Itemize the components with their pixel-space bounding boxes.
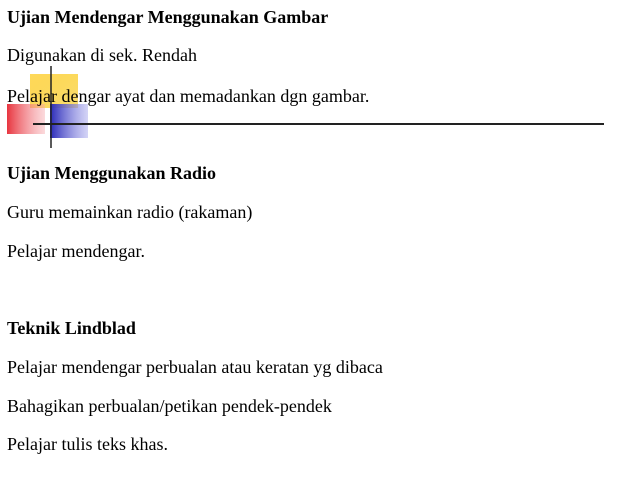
text-line: Pelajar mendengar perbualan atau keratan yg dibaca [7, 357, 383, 377]
section-heading-radio: Ujian Menggunakan Radio [7, 163, 217, 183]
text-line: Bahagikan perbualan/petikan pendek-pendek [7, 396, 332, 416]
text-line: Pelajar mendengar. [7, 241, 145, 261]
section-heading-lindblad: Teknik Lindblad [7, 318, 136, 338]
decor-red-square [7, 104, 45, 134]
text-line: Guru memainkan radio (rakaman) [7, 202, 253, 222]
text-line: Digunakan di sek. Rendah [7, 45, 197, 65]
text-line: Pelajar dengar ayat dan memadankan dgn gambar. [7, 86, 370, 106]
section-heading-gambar: Ujian Mendengar Menggunakan Gambar [7, 7, 329, 27]
text-line: Pelajar tulis teks khas. [7, 434, 168, 454]
decor-blue-square [50, 104, 88, 138]
